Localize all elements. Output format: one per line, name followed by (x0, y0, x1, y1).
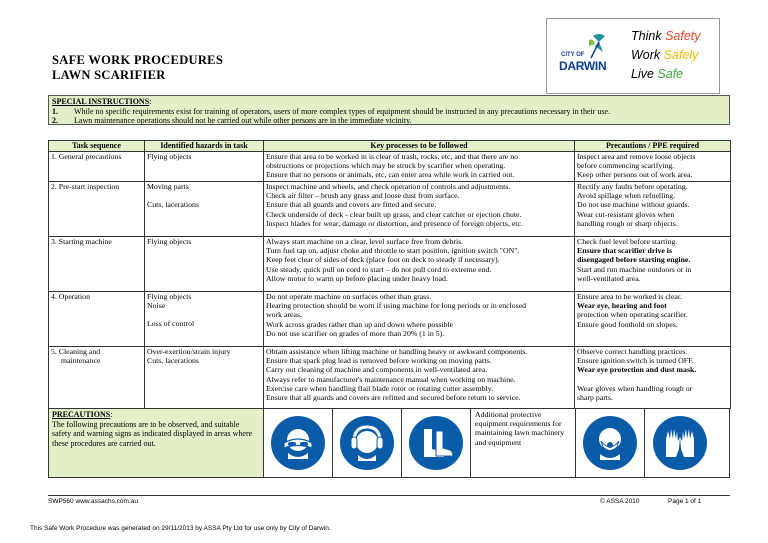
city-of-text: CITY OF (561, 52, 585, 58)
precaution-cell: Check fuel level before starting. Ensure that scarifier drive is disengaged before starting engine. Start and run machine outdoors or in well-ventilated area. (575, 237, 731, 292)
table-row (49, 152, 731, 182)
gloves-icon (653, 416, 707, 470)
table-row (49, 182, 731, 237)
precautions-heading: PRECAUTIONS (52, 410, 111, 419)
table-header-row (49, 141, 731, 152)
dust-mask-icon (583, 416, 637, 470)
precautions-body: The following precautions are to be observed, and suitable safety and warning signs as indicated displayed in areas where these procedures are carried out. (52, 419, 253, 448)
ppe-cell (264, 409, 333, 477)
city-of-darwin-logo (555, 30, 615, 80)
table-row (49, 237, 731, 292)
precautions-text: PRECAUTIONS: The following precautions are to be observed, and suitable safety and warning signs as indicated displayed in areas where these procedures are carried out. (49, 409, 264, 477)
task-cell: 1. General precautions (49, 152, 145, 182)
page-title: SAFE WORK PROCEDURES (52, 53, 224, 67)
process-cell: Ensure that area to be worked in is clear of trash, rocks, etc, and that there are no obstructions or projections which may be struck by scarifier when operating. Ensure that no persons or animals, etc, can enter area while work in carried out. (264, 152, 575, 182)
city-logo-box (546, 18, 720, 94)
process-cell: Obtain assistance when lifting machine or handling heavy or awkward components. Ensure that spark plug lead is removed before working on moving parts. Carry out cleaning of machine and components in well-ventilated area. Always refer to manufacturer's maintenance manual when working on machine. Exercise care when handling flail blade rotor or rotating cutter assembly. Ensure that all guards and covers are refitted and secured before return to service. (264, 347, 575, 409)
table-row (49, 292, 731, 347)
special-item: 2. Lawn maintenance operations should not be carried out while other persons are in the immediate vicinity. (52, 116, 412, 125)
hearing-protection-icon (340, 416, 394, 470)
procedure-table (48, 140, 731, 409)
slogan-line-3: Live Safe (631, 67, 684, 81)
precaution-cell: Inspect area and remove loose objects before commencing scarifying. Keep other persons out of work area. (575, 152, 731, 182)
hazard-cell: Flying objects Noise Loss of control (145, 292, 264, 347)
foot-protection-icon (409, 416, 463, 470)
precaution-cell: Rectify any faults before operating. Avoid spillage when refuelling. Do not use machine without guards. Wear cut-resistant gloves when handling rough or sharp objects. (575, 182, 731, 237)
ppe-cell (645, 409, 714, 477)
footer-copyright: © ASSA 2010 (600, 498, 640, 505)
header-hazards: Identified hazards in task (145, 141, 264, 152)
hazard-cell: Flying objects (145, 152, 264, 182)
ppe-cell (333, 409, 402, 477)
task-cell: 4. Operation (49, 292, 145, 347)
task-cell: 5. Cleaning and maintenance (49, 347, 145, 409)
header-processes: Key processes to be followed (264, 141, 575, 152)
precautions-section (48, 408, 730, 478)
eye-protection-icon (271, 416, 325, 470)
header-precautions: Precautions / PPE required (575, 141, 731, 152)
precaution-cell: Ensure area to be worked is clear. Wear eye, hearing and foot protection when operating scarifier. Ensure good foothold on slopes. (575, 292, 731, 347)
process-cell: Inspect machine and wheels, and check operation of controls and adjustments. Check air filter – brush any grass and loose dust from surface. Ensure that all guards and covers are fitted and secure. Check underside of deck - clear built up grass, and clear catcher or ejection chute. Inspect blades for wear, damage or distortion, and presence of foreign objects, etc. (264, 182, 575, 237)
precaution-cell: Observe correct handling practices. Ensure ignition switch is turned OFF. Wear eye protection and dust mask. Wear gloves when handling rough or sharp parts. (575, 347, 731, 409)
header-task: Task sequence (49, 141, 145, 152)
special-instructions: SPECIAL INSTRUCTIONS: 1. While no specific requirements exist for training of operators, users of more complex types of equipment should be instructed in any precautions necessary in their use. 2. Lawn maintenance operations should not be carried out while other persons are in the immediate vicinity. (48, 95, 730, 125)
process-cell: Do not operate machine on surfaces other than grass. Hearing protection should be worn if using machine for long periods or in enclosed work areas. Work across grades rather than up and down where possible Do not use scarifier on grades of more than 20% (1 in 5). (264, 292, 575, 347)
footer-page-number: Page 1 of 1 (668, 498, 702, 505)
additional-ppe-note: Additional protective equipment requirements for maintaining lawn machinery and equipment (471, 409, 576, 477)
task-cell: 2. Pre-start inspection (49, 182, 145, 237)
darwin-text: DARWIN (559, 59, 607, 73)
ppe-cell (402, 409, 471, 477)
hazard-cell: Over-exertion/strain injury Cuts, lacerations (145, 347, 264, 409)
special-instructions-heading: SPECIAL INSTRUCTIONS (52, 97, 150, 106)
hazard-cell: Flying objects (145, 237, 264, 292)
slogan-line-1: Think Safety (631, 29, 701, 43)
task-cell: 3. Starting machine (49, 237, 145, 292)
footer-divider (48, 495, 730, 496)
slogan-line-2: Work Safely (631, 48, 699, 62)
ppe-cell (576, 409, 645, 477)
process-cell: Always start machine on a clear, level surface free from debris. Turn fuel tap on, adjust choke and throttle to start position, ignition switch "ON". Keep feet clear of sides of deck (place foot on deck to steady if necessary). Use steady, quick pull on cord to start – do not pull cord to extreme end. Allow motor to warm up before placing under heavy load. (264, 237, 575, 292)
special-item: 1. While no specific requirements exist for training of operators, users of more complex types of equipment should be instructed in any precautions necessary in their use. (52, 106, 611, 116)
footer-generated-note: This Safe Work Procedure was generated on 29/11/2013 by ASSA Pty Ltd for use only by City of Darwin. (30, 525, 331, 532)
page-subtitle: LAWN SCARIFIER (52, 68, 166, 82)
hazard-cell: Moving parts Cuts, lacerations (145, 182, 264, 237)
footer-reference: SWP560 www.assachs.com.au (48, 498, 138, 505)
table-row (49, 347, 731, 409)
